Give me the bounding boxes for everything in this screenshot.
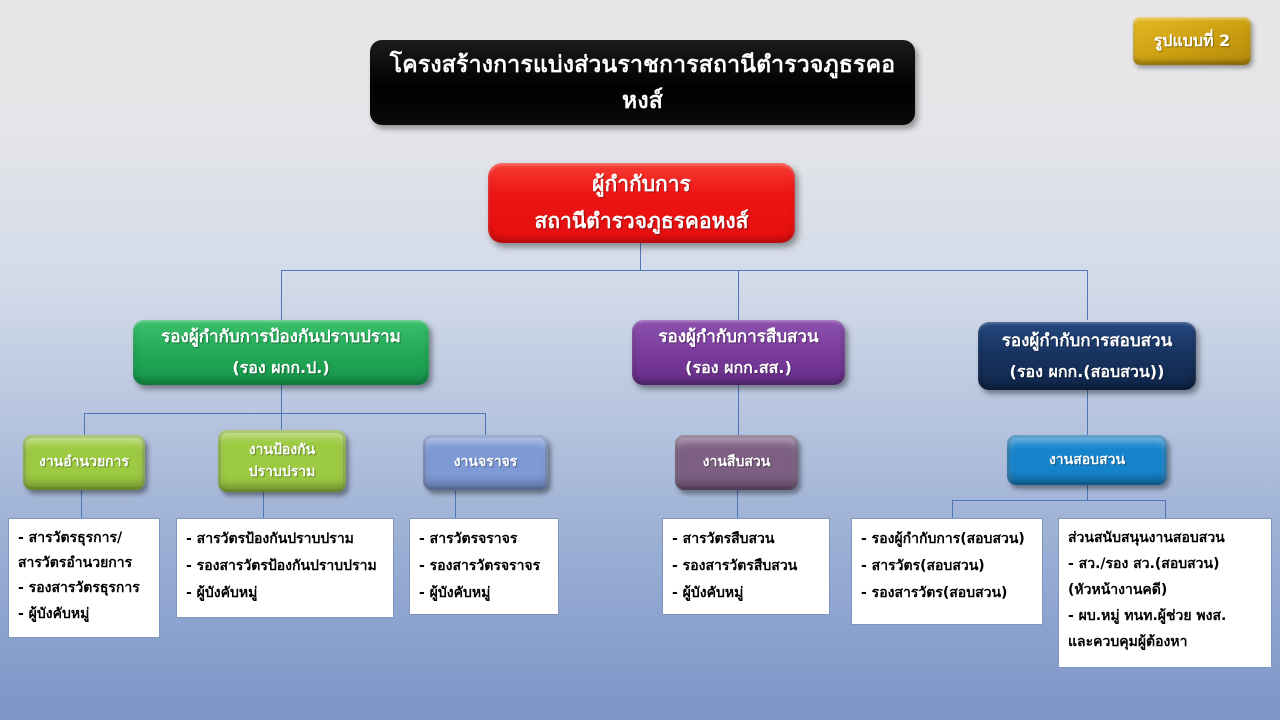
staff-list-inquiry-support: [1058, 518, 1272, 668]
node-unit-inquiry-label: งานสอบสวน: [1048, 451, 1126, 468]
connector-line: [952, 500, 953, 518]
staff-list-admin: [8, 518, 160, 638]
node-deputy-inquiry-line2: (รอง ผกก.(สอบสวน)): [1009, 361, 1165, 381]
chart-title-box: [370, 40, 915, 125]
connector-line: [1087, 390, 1088, 435]
node-deputy-inquiry-line1: รองผู้กำกับการสอบสวน: [1001, 330, 1173, 351]
node-deputy-prevention: [133, 320, 429, 385]
node-commander-line2: สถานีตำรวจภูธรคอหงส์: [534, 209, 749, 233]
variant-badge: [1133, 17, 1251, 65]
node-deputy-prevention-line1: รองผู้กำกับการป้องกันปราบปราม: [161, 327, 401, 348]
staff-list-inquiry-officers: [851, 518, 1043, 625]
connector-line: [263, 492, 264, 518]
connector-line: [1087, 485, 1088, 500]
list-line: และควบคุมผู้ต้องหา: [1068, 633, 1188, 650]
list-line: - รองสารวัตรจราจร: [419, 557, 541, 574]
list-line: - สารวัตรธุรการ/: [18, 530, 123, 546]
list-line: - รองสารวัตรธุรการ: [18, 580, 140, 597]
list-line: ส่วนสนับสนุนงานสอบสวน: [1068, 530, 1225, 546]
node-unit-traffic: [423, 435, 548, 490]
list-line: - สว./รอง สว.(สอบสวน): [1068, 555, 1220, 572]
connector-line: [1087, 270, 1088, 320]
connector-line: [281, 270, 282, 320]
node-unit-prevention: [218, 430, 346, 492]
node-deputy-investigation-line1: รองผู้กำกับการสืบสวน: [658, 327, 819, 348]
connector-line: [485, 413, 486, 435]
connector-line: [281, 385, 282, 413]
node-unit-prevention-line2: ปราบปราม: [248, 464, 316, 480]
connector-line: [81, 490, 82, 518]
staff-list-prevention: [176, 518, 394, 618]
node-unit-admin: [23, 435, 145, 490]
list-line: - ผบ.หมู่ ทนท.ผู้ช่วย พงส.: [1068, 607, 1227, 624]
connector-line: [84, 413, 486, 414]
connector-line: [281, 270, 1088, 271]
staff-list-investigation: [662, 518, 830, 615]
connector-line: [281, 413, 282, 430]
node-unit-prevention-line1: งานป้องกัน: [248, 441, 316, 458]
list-line: - รองสารวัตรสืบสวน: [672, 557, 798, 574]
list-line: - สารวัตร(สอบสวน): [861, 557, 985, 574]
connector-line: [738, 385, 739, 435]
connector-line: [737, 490, 738, 518]
chart-title: โครงสร้างการแบ่งส่วนราชการสถานีตำรวจภูธรคอหงส์: [389, 51, 896, 114]
node-unit-inquiry: [1007, 435, 1167, 485]
node-commander: [488, 163, 795, 243]
list-line: - รองสารวัตรป้องกันปราบปราม: [186, 557, 377, 574]
node-unit-admin-label: งานอำนวยการ: [38, 454, 130, 471]
list-line: (หัวหน้างานคดี): [1068, 581, 1168, 598]
connector-line: [455, 490, 456, 518]
list-line: - สารวัตรจราจร: [419, 531, 518, 547]
connector-line: [952, 500, 1166, 501]
list-line: - สารวัตรสืบสวน: [672, 531, 775, 547]
node-unit-investigation: [675, 435, 798, 490]
node-unit-traffic-label: งานจราจร: [453, 454, 518, 471]
node-deputy-investigation-line2: (รอง ผกก.สส.): [685, 358, 792, 378]
list-line: - รองสารวัตร(สอบสวน): [861, 584, 1008, 601]
node-deputy-investigation: [632, 320, 845, 385]
node-deputy-inquiry: [978, 322, 1196, 390]
list-line: - ผู้บังคับหมู่: [18, 605, 90, 622]
list-line: - รองผู้กำกับการ(สอบสวน): [861, 531, 1025, 547]
variant-badge-label: รูปแบบที่ 2: [1153, 30, 1231, 50]
list-line: - ผู้บังคับหมู่: [672, 584, 744, 601]
node-commander-line1: ผู้กำกับการ: [592, 172, 691, 197]
connector-line: [640, 243, 641, 270]
node-unit-investigation-label: งานสืบสวน: [702, 454, 771, 471]
list-line: สารวัตรอำนวยการ: [18, 555, 133, 572]
node-deputy-prevention-line2: (รอง ผกก.ป.): [232, 358, 330, 378]
list-line: - ผู้บังคับหมู่: [419, 584, 491, 601]
staff-list-traffic: [409, 518, 559, 615]
list-line: - ผู้บังคับหมู่: [186, 584, 258, 601]
connector-line: [84, 413, 85, 435]
connector-line: [738, 270, 739, 320]
list-line: - สารวัตรป้องกันปราบปราม: [186, 531, 354, 547]
